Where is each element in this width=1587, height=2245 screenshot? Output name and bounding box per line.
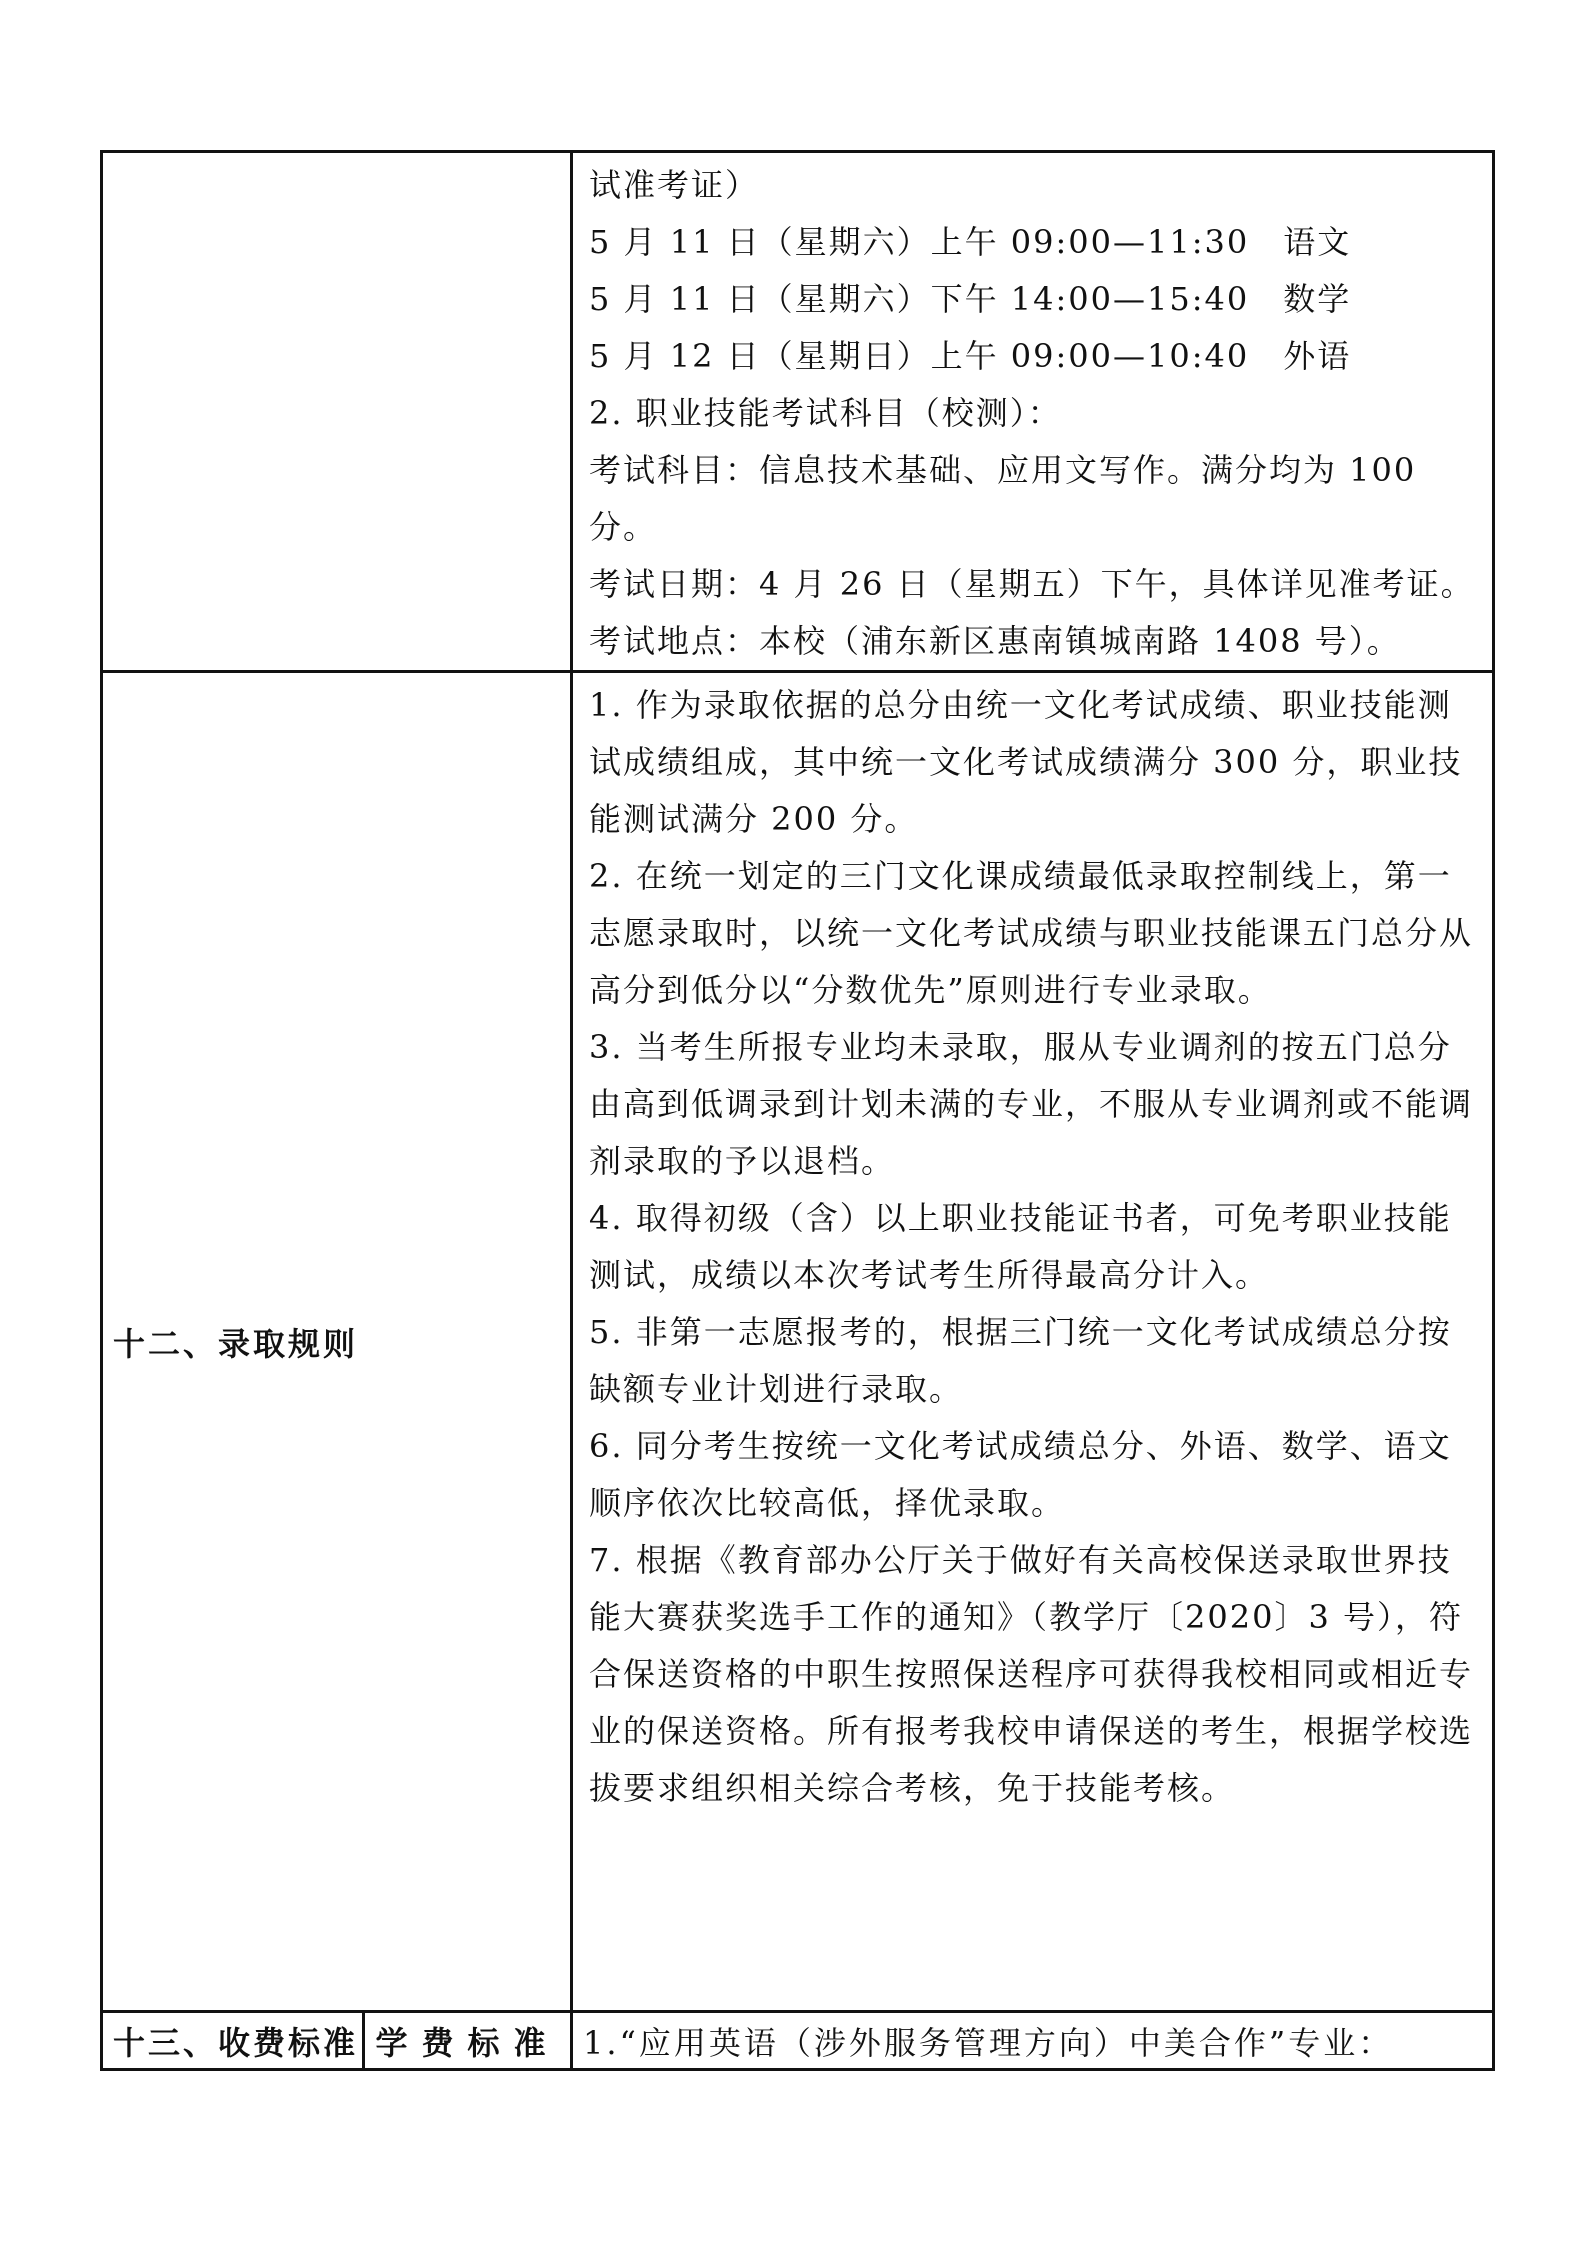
- admission-rules-row: [102, 672, 1494, 2012]
- rule-item: 1. 作为录取依据的总分由统一文化考试成绩、职业技能测试成绩组成，其中统一文化考试成绩满分 300 分，职业技能测试满分 200 分。: [589, 686, 1463, 838]
- admission-rules-label: 十二、录取规则: [102, 672, 572, 2012]
- exam-line: 2. 职业技能考试科目（校测）：: [589, 394, 1062, 432]
- fee-first-line: 1.“应用英语（涉外服务管理方向）中美合作”专业：: [572, 2012, 1494, 2070]
- exam-content-cell: [572, 152, 1494, 672]
- fee-row: [102, 2012, 1494, 2070]
- exam-line: 试准考证）: [589, 166, 760, 204]
- admission-rules-content: [572, 672, 1494, 2012]
- rule-item: 4. 取得初级（含）以上职业技能证书者，可免考职业技能测试，成绩以本次考试考生所得最高分计入。: [589, 1199, 1452, 1294]
- exam-line: 考试地点：本校（浦东新区惠南镇城南路 1408 号）。: [589, 622, 1401, 660]
- rule-item: 5. 非第一志愿报考的，根据三门统一文化考试成绩总分按缺额专业计划进行录取。: [589, 1313, 1452, 1408]
- rule-item: 6. 同分考生按统一文化考试成绩总分、外语、数学、语文顺序依次比较高低，择优录取。: [589, 1427, 1452, 1522]
- document-table: [100, 150, 1495, 2071]
- exam-line: 5 月 11 日（星期六）上午 09:00—11:30 语文: [589, 223, 1352, 261]
- rule-item: 2. 在统一划定的三门文化课成绩最低录取控制线上，第一志愿录取时，以统一文化考试成绩与职业技能课五门总分从高分到低分以“分数优先”原则进行专业录取。: [589, 857, 1474, 1009]
- fee-section-label: 十三、收费标准: [102, 2012, 364, 2070]
- tuition-label: 学费标准: [364, 2012, 572, 2070]
- exam-line: 分。: [589, 508, 658, 546]
- exam-line: 5 月 11 日（星期六）下午 14:00—15:40 数学: [589, 280, 1352, 318]
- exam-label-cell: [102, 152, 572, 672]
- exam-line: 5 月 12 日（星期日）上午 09:00—10:40 外语: [589, 337, 1352, 375]
- rule-item: 7. 根据《教育部办公厅关于做好有关高校保送录取世界技能大赛获奖选手工作的通知》（教学厅〔2020〕3 号），符合保送资格的中职生按照保送程序可获得我校相同或相近专业的保送资格。所有报考我校申请保送的考生，根据学校选拔要求组织相关综合考核，免于技能考核。: [589, 1541, 1474, 1807]
- rule-item: 3. 当考生所报专业均未录取，服从专业调剂的按五门总分由高到低调录到计划未满的专业，不服从专业调剂或不能调剂录取的予以退档。: [589, 1028, 1474, 1180]
- exam-schedule-row: [102, 152, 1494, 672]
- exam-line: 考试日期：4 月 26 日（星期五）下午，具体详见准考证。: [589, 565, 1475, 603]
- exam-line: 考试科目：信息技术基础、应用文写作。满分均为 100: [589, 451, 1417, 489]
